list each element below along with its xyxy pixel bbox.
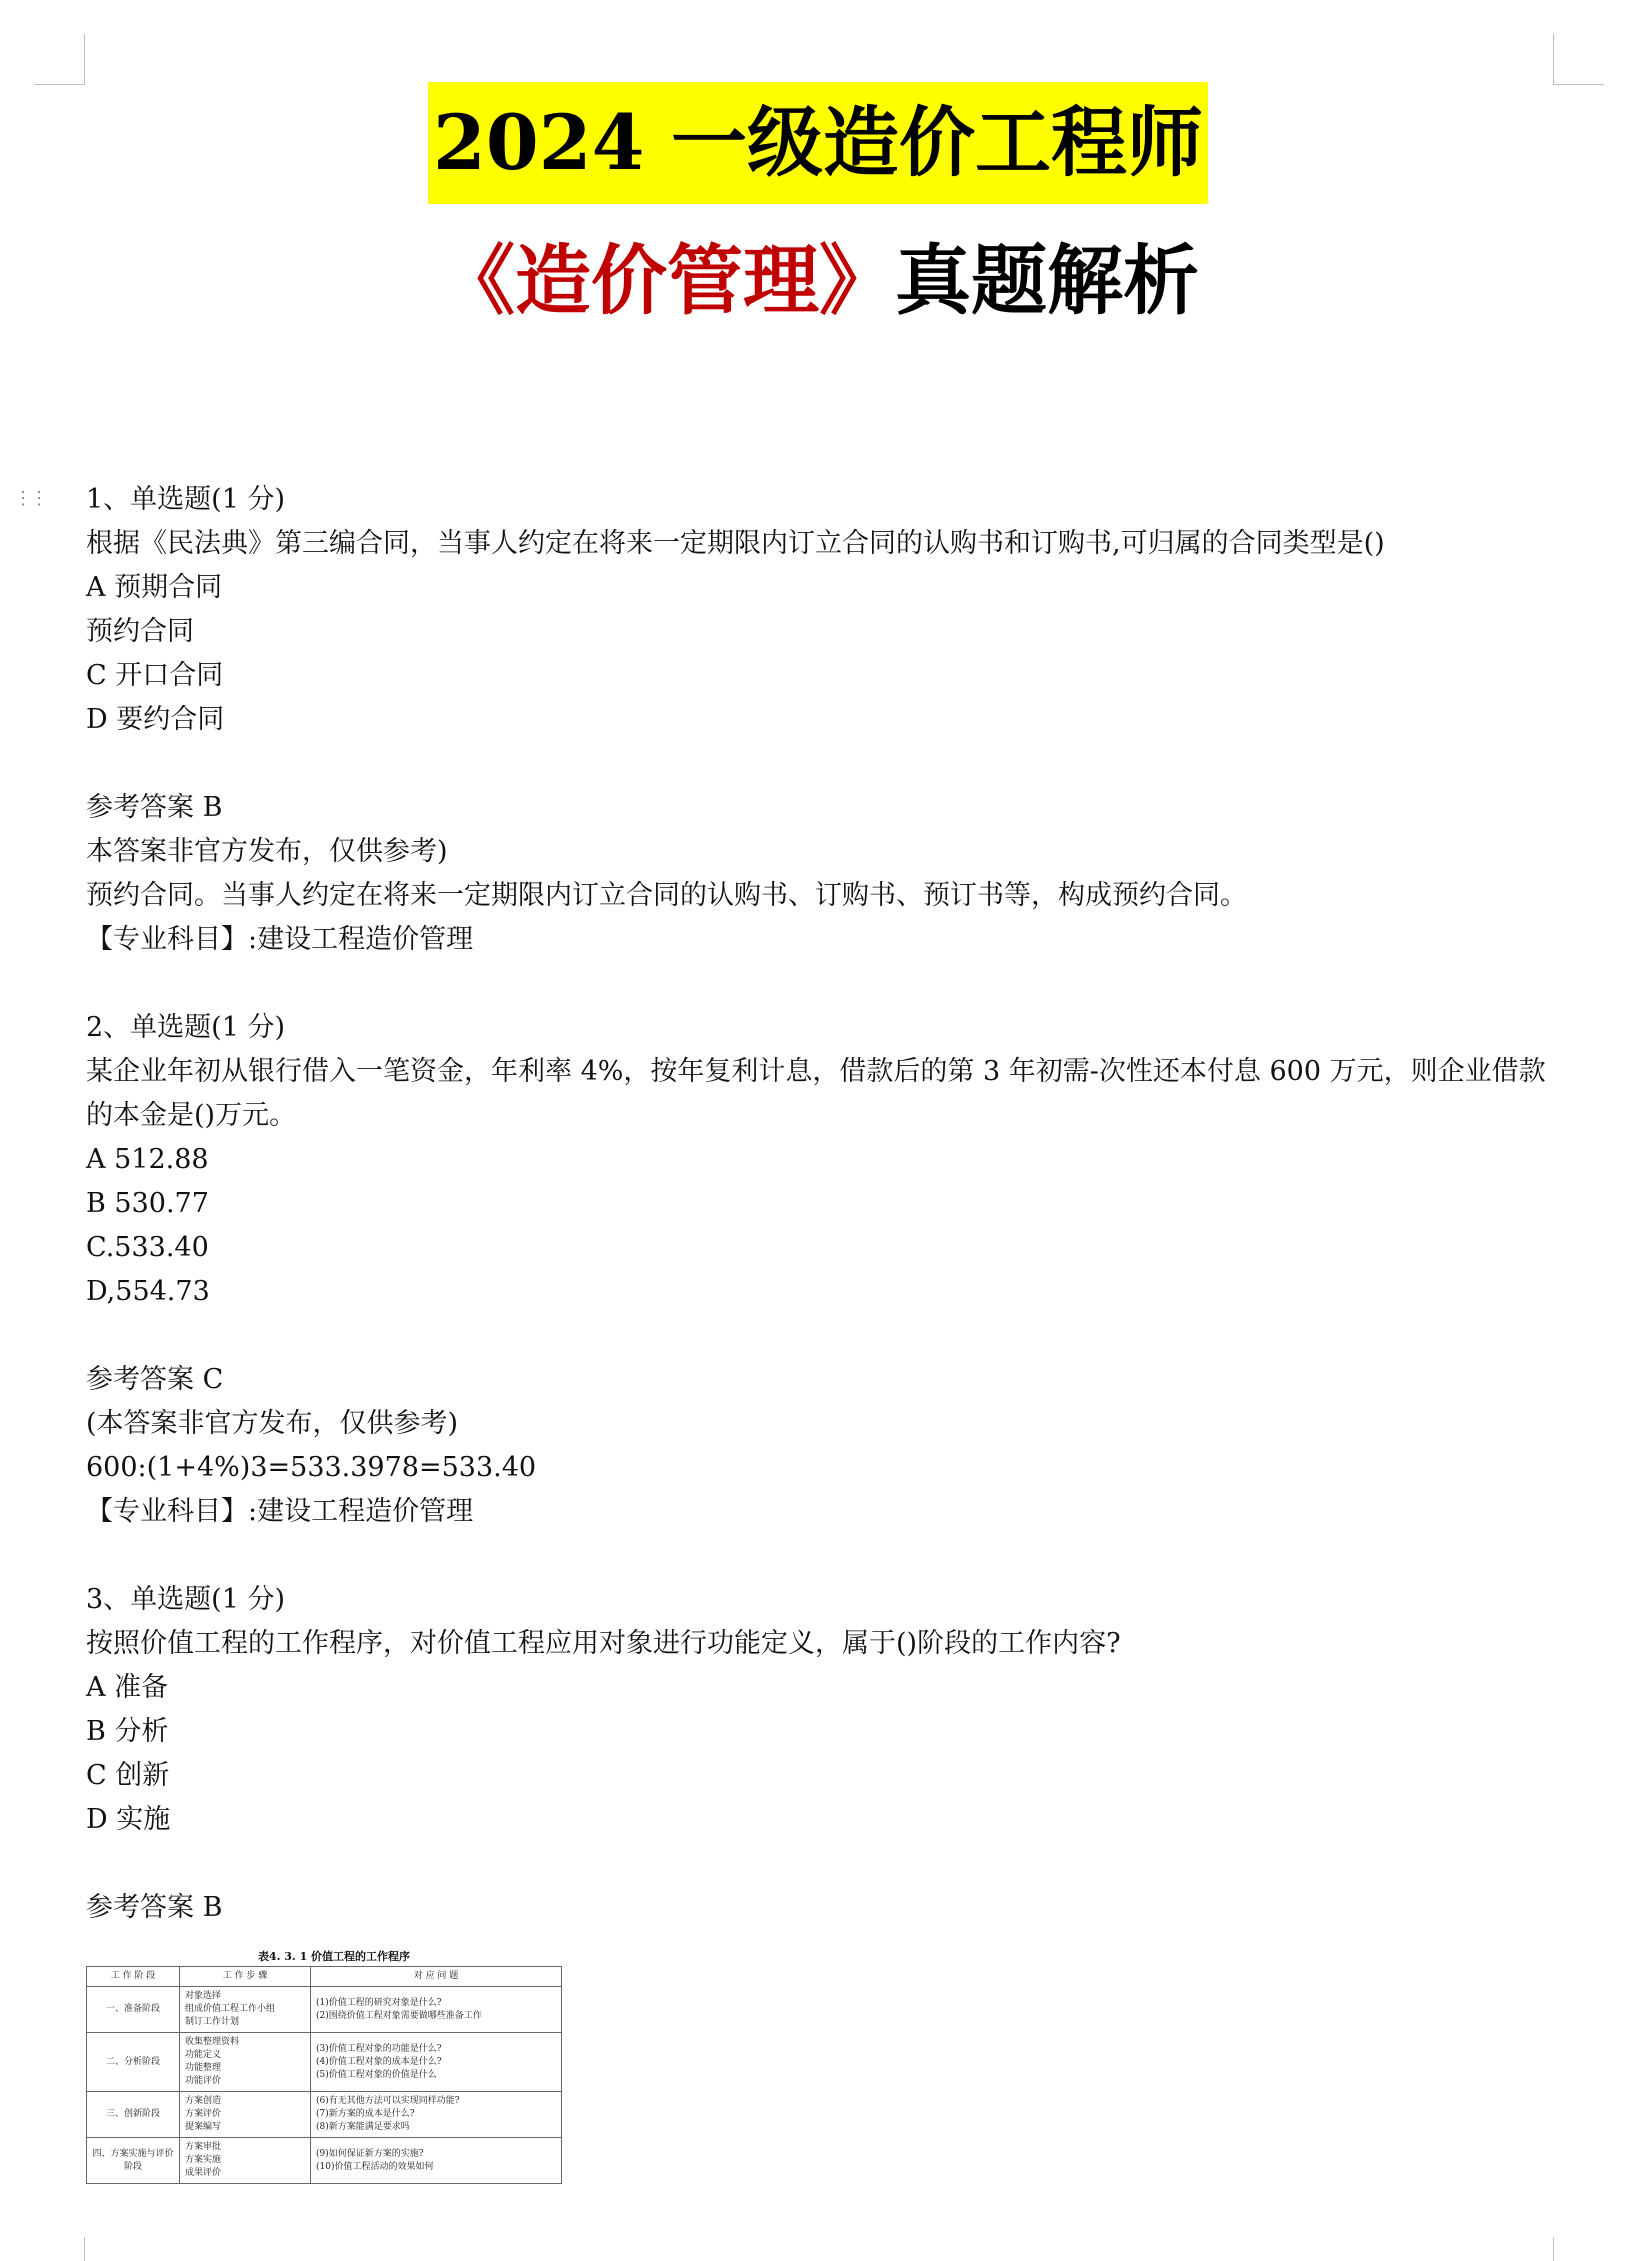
question-text: (8)新方案能满足要求吗 (316, 2122, 410, 2132)
table-cell-stage: 四、方案实施与评价阶段 (87, 2138, 180, 2184)
question-text: (5)价值工程对象的价值是什么 (316, 2069, 437, 2080)
q3-option-c: C 创新 (86, 1760, 170, 1791)
table-cell-steps (180, 2092, 311, 2138)
q1-answer: 参考答案 B (86, 792, 223, 823)
document-body (86, 478, 1566, 2184)
table-row (87, 2033, 562, 2092)
step-text: 功能整理 (185, 2063, 222, 2073)
table-row (87, 1987, 562, 2033)
drag-handle-icon[interactable]: ⋮⋮ (14, 488, 46, 509)
q2-option-d: D,554.73 (86, 1276, 210, 1307)
q2-heading: 2、单选题(1 分) (86, 1012, 286, 1043)
q2-stem: 某企业年初从银行借入一笔资金，年利率 4%，按年复利计息，借款后的第 3 年初需-次性还本付息 600 万元，则企业借款的本金是()万元。 (86, 1056, 1546, 1131)
q1-stem: 根据《民法典》第三编合同，当事人约定在将来一定期限内订立合同的认购书和订购书,可归属的合同类型是() (86, 528, 1385, 559)
question-text: (10)价值工程活动的效果如何 (316, 2161, 434, 2172)
table-cell-questions (311, 1987, 562, 2033)
table-cell-questions (311, 2138, 562, 2184)
value-engineering-table (86, 1966, 562, 2184)
document-subtitle (0, 226, 1638, 336)
q3-option-d: D 实施 (86, 1804, 171, 1835)
q1-note: 本答案非官方发布，仅供参考) (86, 836, 448, 867)
value-engineering-table-figure (86, 1948, 562, 2184)
subtitle-analysis: 真题解析 (895, 236, 1199, 325)
step-text: 方案审批 (185, 2142, 222, 2152)
q1-option-d: D 要约合同 (86, 704, 225, 735)
step-text: 组成价值工程工作小组 (185, 2004, 276, 2014)
q2-option-a: A 512.88 (86, 1144, 209, 1175)
question-text: (4)价值工程对象的成本是什么? (316, 2056, 442, 2067)
step-text: 制订工作计划 (185, 2017, 240, 2027)
table-cell-steps (180, 1987, 311, 2033)
step-text: 对象选择 (185, 1991, 222, 2001)
table-header-stage: 工 作 阶 段 (87, 1967, 180, 1987)
table-header-steps: 工 作 步 骤 (180, 1967, 311, 1987)
q2-option-c: C.533.40 (86, 1232, 209, 1263)
page-corner-mark (1553, 2237, 1604, 2261)
step-text: 成果评价 (185, 2168, 222, 2178)
question-text: (6)有无其他方法可以实现同样功能? (316, 2096, 460, 2106)
step-text: 功能评价 (185, 2076, 222, 2086)
q1-option-c: C 开口合同 (86, 660, 224, 691)
table-cell-questions (311, 2033, 562, 2092)
table-row (87, 2138, 562, 2184)
q1-option-a: A 预期合同 (86, 572, 223, 603)
page-corner-mark (34, 34, 85, 85)
q2-explanation: 600:(1+4%)3=533.3978=533.40 (86, 1452, 537, 1483)
table-cell-steps (180, 2138, 311, 2184)
q2-option-b: B 530.77 (86, 1188, 209, 1219)
question-text: (9)如何保证新方案的实施? (316, 2148, 424, 2159)
q1-subject: 【专业科目】:建设工程造价管理 (86, 924, 474, 955)
question-text: (3)价值工程对象的功能是什么? (316, 2043, 442, 2054)
q3-option-b: B 分析 (86, 1716, 169, 1747)
table-title: 表4. 3. 1 价值工程的工作程序 (257, 1950, 411, 1963)
q3-option-a: A 准备 (86, 1672, 169, 1703)
subtitle-book-name: 《造价管理》 (439, 236, 895, 325)
table-cell-stage: 三、创新阶段 (87, 2092, 180, 2138)
q2-note: (本答案非官方发布，仅供参考) (86, 1408, 459, 1439)
table-cell-steps (180, 2033, 311, 2092)
question-text: (7)新方案的成本是什么? (316, 2109, 415, 2119)
step-text: 方案评价 (185, 2109, 222, 2119)
table-cell-stage: 一、准备阶段 (87, 1987, 180, 2033)
page-corner-mark (34, 2237, 85, 2261)
table-cell-stage: 二、分析阶段 (87, 2033, 180, 2092)
table-cell-questions (311, 2092, 562, 2138)
step-text: 收集整理资料 (185, 2037, 240, 2047)
table-row (87, 2092, 562, 2138)
q1-option-b: 预约合同 (86, 616, 194, 647)
q1-heading: 1、单选题(1 分) (86, 484, 286, 515)
q3-heading: 3、单选题(1 分) (86, 1584, 286, 1615)
step-text: 方案创造 (185, 2096, 222, 2106)
q3-stem: 按照价值工程的工作程序，对价值工程应用对象进行功能定义，属于()阶段的工作内容? (86, 1628, 1121, 1659)
page-corner-mark (1553, 34, 1604, 85)
q2-answer: 参考答案 C (86, 1364, 224, 1395)
q2-subject: 【专业科目】:建设工程造价管理 (86, 1496, 474, 1527)
document-title: 2024 一级造价工程师 (428, 82, 1208, 204)
q1-explanation: 预约合同。当事人约定在将来一定期限内订立合同的认购书、订购书、预订书等，构成预约合同。 (86, 880, 1247, 911)
table-header-questions: 对 应 问 题 (311, 1967, 562, 1987)
step-text: 方案实施 (185, 2155, 222, 2165)
question-text: (2)围绕价值工程对象需要做哪些准备工作 (316, 2010, 482, 2021)
step-text: 功能定义 (185, 2050, 222, 2060)
table-header-row (87, 1967, 562, 1987)
step-text: 提案编写 (185, 2122, 222, 2132)
question-text: (1)价值工程的研究对象是什么? (316, 1997, 442, 2008)
q3-answer: 参考答案 B (86, 1892, 223, 1923)
